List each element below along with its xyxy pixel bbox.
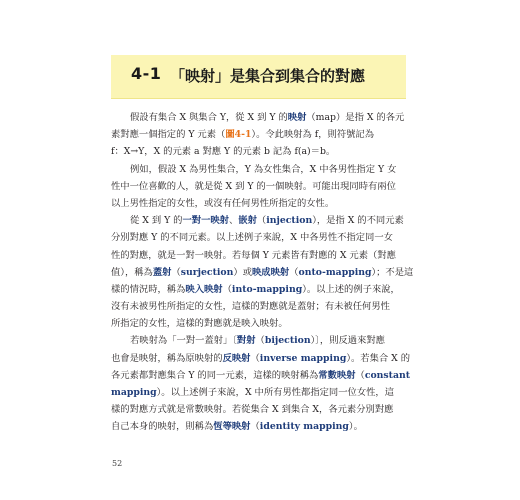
text-run: ）。以上述例子來說，X 中所有男性都指定同一位女性，這 [156,387,395,398]
term-highlight: inverse mapping [259,352,347,364]
paragraph-line [111,212,416,229]
paragraph-line [111,384,416,401]
body-text [111,109,416,436]
text-run: 也會是映射，稱為原映射的 [111,352,223,364]
text-run: 各元素都對應集合 Y 的同一元素，這樣的映射稱為 [111,369,319,381]
term-highlight: 反映射 [222,352,251,364]
paragraph-line [111,367,416,384]
paragraph-line [111,109,416,126]
text-run: ）〕，則反過來對應 [310,335,385,347]
text-run: （ [250,352,260,364]
text-run: ），是指 X 的不同元素 [312,215,404,227]
text-run: 所指定的女性，這樣的對應就是映入映射。 [111,318,288,330]
text-run: （ [222,283,232,295]
paragraph-line [111,401,416,418]
text-run: ）。若集合 X 的 [346,352,411,364]
text-run: ）。以上述的例子來說， [302,283,400,295]
text-run: 沒有未被男性所指定的女性，這樣的對應就是蓋射；有未被任何男性 [111,301,390,313]
term-highlight: 蓋射 [152,266,172,278]
text-run: （ [255,335,265,347]
term-highlight: 映成映射 [252,266,290,278]
section-number: 4-1 [131,64,162,83]
paragraph-line [111,350,416,367]
term-highlight: 映入映射 [185,283,223,295]
term-highlight: 恆等映射 [213,421,251,433]
text-run: 、 [228,215,239,227]
text-run: （ [355,369,365,381]
paragraph-line [111,315,416,332]
text-run: 樣的對應方式就是常數映射。若從集合 X 到集合 X，各元素分別對應 [111,404,394,416]
paragraph-line [111,264,416,281]
term-highlight: 一對一映射 [182,215,229,227]
term-highlight: into-mapping [231,283,303,295]
text-run: ）；不是這 [371,266,414,278]
figure-reference: 圖4-1 [225,129,252,141]
term-highlight: 映射 [287,112,307,123]
term-highlight: injection [266,215,313,227]
term-highlight: 對射 [236,335,256,347]
text-run: （ [171,266,181,278]
paragraph-line [111,298,416,315]
paragraph-line [111,247,416,264]
term-highlight: mapping [111,387,157,398]
text-run: ）。 [348,421,363,433]
page-number: 52 [112,459,123,468]
text-run: （ [256,215,267,227]
text-run: 值），稱為 [111,266,153,278]
text-run: 從 X 到 Y 的 [130,215,183,227]
text-run: f：X→Y，X 的元素 a 對應 Y 的元素 b 記為 f(a)＝b。 [111,146,336,158]
text-run: （map）是指 X 的各元 [306,112,405,123]
paragraph-line [111,332,416,349]
term-highlight: surjection [180,266,234,278]
paragraph-line [111,418,416,435]
term-highlight: onto-mapping [298,266,372,278]
term-highlight: 嵌射 [238,215,257,227]
text-run: （ [250,421,260,433]
text-run: 樣的情況時，稱為 [111,283,186,295]
text-run: 性中一位喜歡的人，就是從 X 到 Y 的一個映射。可能出現同時有兩位 [111,180,396,192]
text-run: 假設有集合 X 與集合 Y，從 X 到 Y 的 [130,112,288,123]
term-highlight: identity mapping [259,421,349,433]
paragraph-line [111,178,416,195]
text-run: 性的對應，就是一對一映射。若每個 Y 元素皆有對應的 X 元素（對應 [111,249,396,261]
text-run: 自己本身的映射，則稱為 [111,421,214,433]
text-run: 以上男性指定的女性，或沒有任何男性所指定的女性。 [111,197,335,209]
section-title: 「映射」是集合到集合的對應 [170,67,366,85]
text-run: 素對應一個指定的 Y 元素（ [111,129,226,141]
paragraph-line [111,195,416,212]
text-run: 例如，假設 X 為男性集合，Y 為女性集合，X 中各男性指定 Y 女 [130,163,397,175]
paragraph-line [111,281,416,298]
text-run: ）。令此映射為 f，則符號記為 [251,129,375,141]
term-highlight: bijection [264,335,311,347]
text-run: 若映射為「一對一蓋射」〔 [130,335,237,347]
paragraph-line [111,161,416,178]
paragraph-line [111,143,416,160]
paragraph-line [111,229,416,246]
term-highlight: constant [364,369,411,381]
text-run: 分別對應 Y 的不同元素。以上述例子來說，X 中各男性不指定同一女 [111,232,393,244]
text-run: （ [289,266,299,278]
text-run: ）或 [233,266,252,278]
term-highlight: 常數映射 [318,369,356,381]
paragraph-line [111,126,416,143]
